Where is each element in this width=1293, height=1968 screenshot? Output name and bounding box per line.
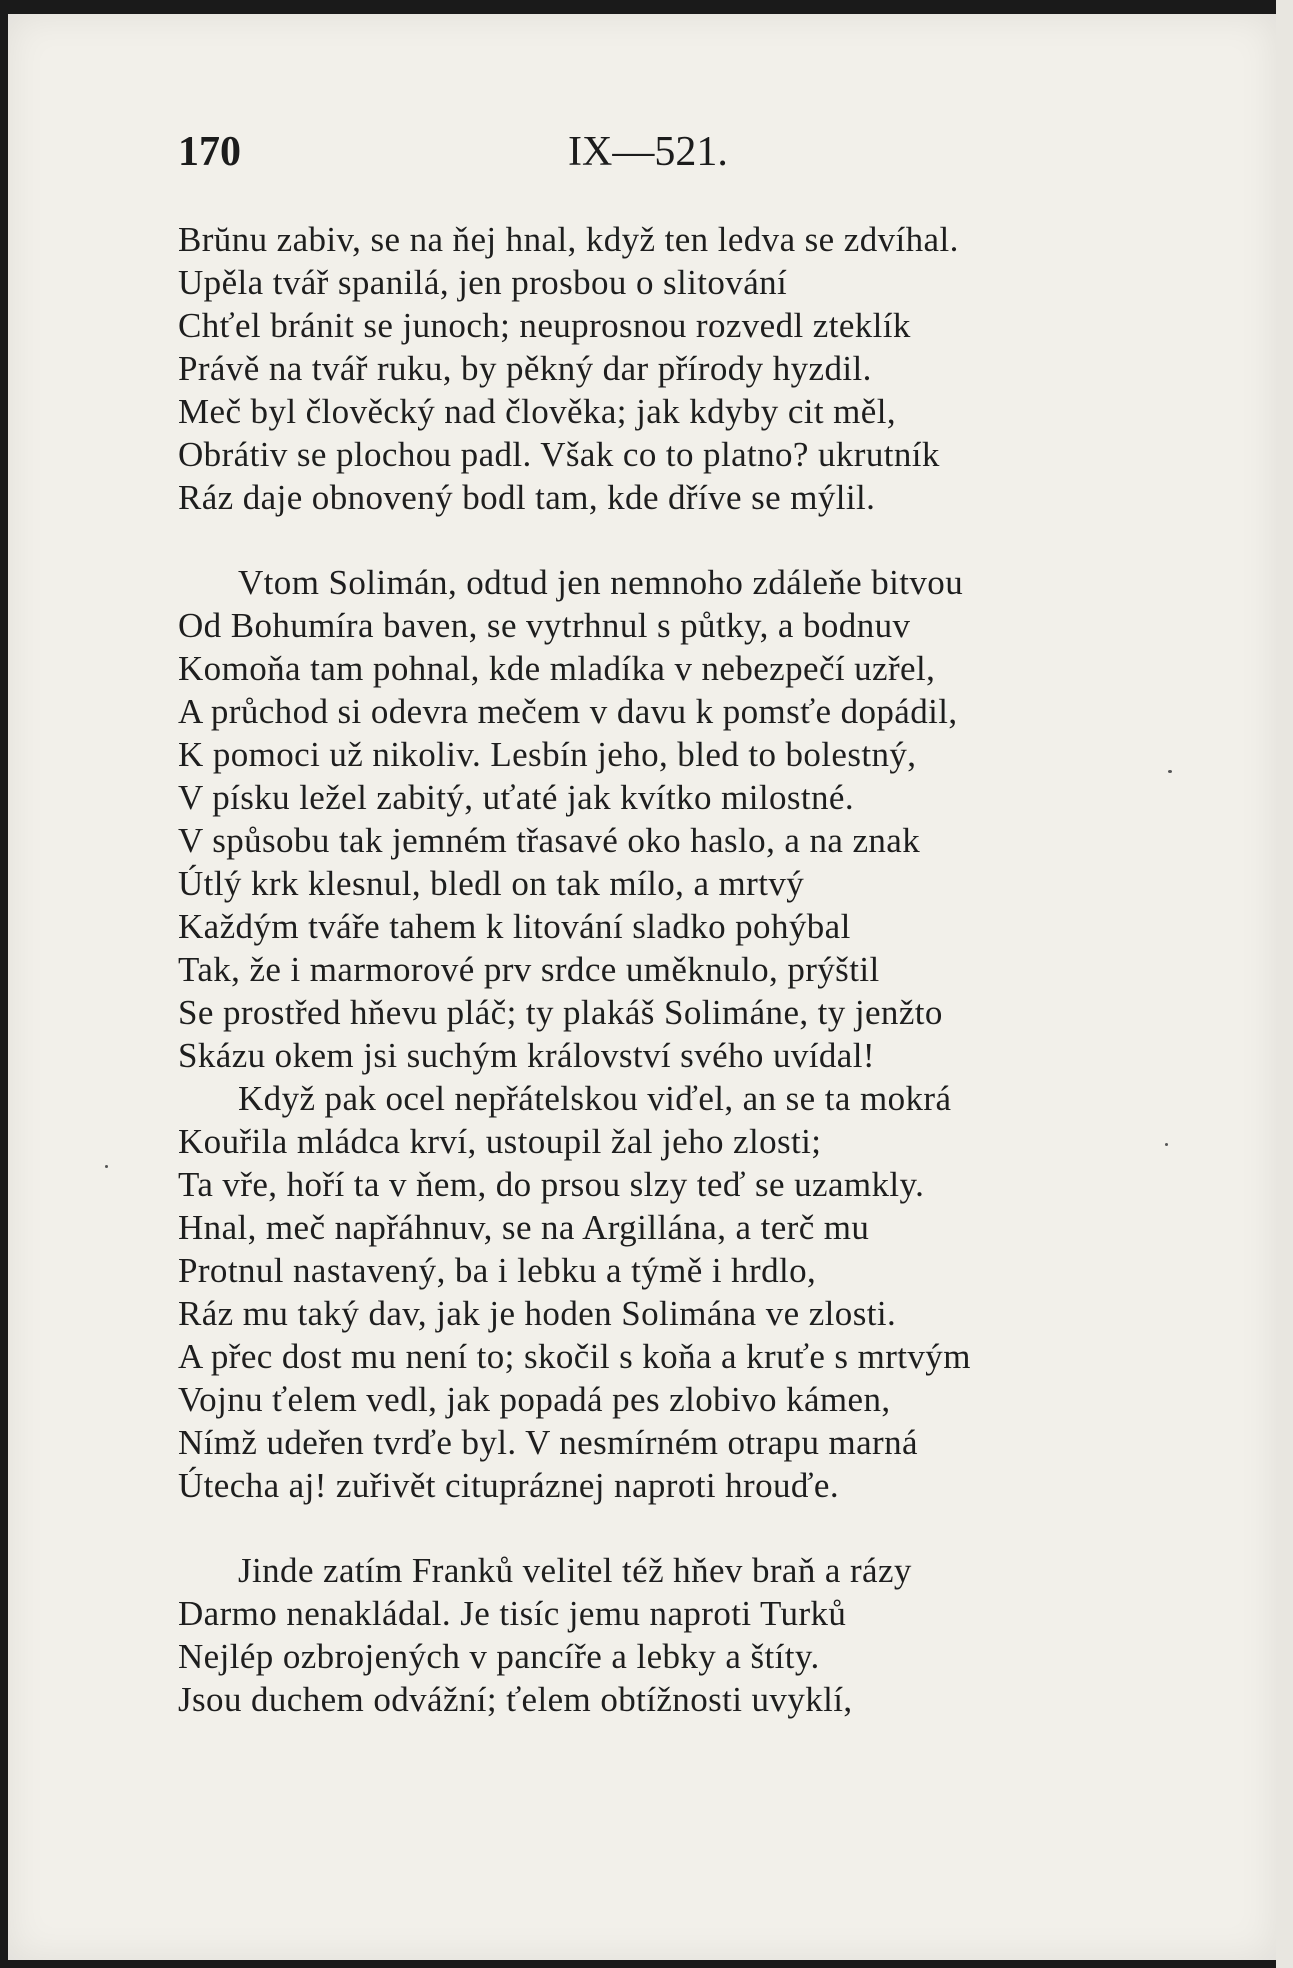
verse-line: Útlý krk klesnul, bledl on tak mílo, a mrtvý: [178, 864, 805, 903]
verse-line: Hnal, meč napřáhnuv, se na Argillána, a terč mu: [178, 1208, 870, 1247]
verse-line: Jinde zatím Franků velitel též hňev braň a rázy: [238, 1551, 912, 1590]
stanza: [178, 218, 1158, 519]
poem-text: [178, 218, 1158, 1721]
verse-line: Každým tváře tahem k litování sladko pohýbal: [178, 907, 851, 946]
verse-line: Obrátiv se plochou padl. Však co to platno? ukrutník: [178, 435, 940, 474]
verse-line: Ráz daje obnovený bodl tam, kde dříve se mýlil.: [178, 478, 876, 517]
verse-line: Jsou duchem odvážní; ťelem obtížnosti uvyklí,: [178, 1680, 853, 1719]
stanza: [178, 1549, 1158, 1721]
verse-line: Ráz mu taký dav, jak je hoden Solimána ve zlosti.: [178, 1294, 897, 1333]
stanza: [178, 561, 1158, 1507]
verse-line: Od Bohumíra baven, se vytrhnul s půtky, a bodnuv: [178, 606, 911, 645]
verse-line: Se prostřed hňevu pláč; ty plakáš Solimáne, ty jenžto: [178, 993, 943, 1032]
verse-line: Protnul nastavený, ba i lebku a týmě i hrdlo,: [178, 1251, 817, 1290]
verse-line: V písku ležel zabitý, uťaté jak kvítko milostné.: [178, 778, 855, 817]
verse-line: Kouřila mládca krví, ustoupil žal jeho zlosti;: [178, 1122, 822, 1161]
verse-line: Skázu okem jsi suchým království svého uvídal!: [178, 1036, 875, 1075]
verse-line: A průchod si odevra mečem v davu k pomsťe dopádil,: [178, 692, 958, 731]
scan-speck: [1168, 770, 1172, 773]
verse-line: Ta vře, hoří ta v ňem, do prsou slzy teď se uzamkly.: [178, 1165, 925, 1204]
scan-speck: [105, 1165, 108, 1168]
verse-line: Nejlép ozbrojených v pancíře a lebky a štíty.: [178, 1637, 820, 1676]
verse-line: Chťel bránit se junoch; neuprosnou rozvedl zteklík: [178, 306, 911, 345]
verse-line: Tak, že i marmorové prv srdce uměknulo, prýštil: [178, 950, 880, 989]
verse-line: Právě na tvář ruku, by pěkný dar přírody hyzdil.: [178, 349, 872, 388]
scan-speck: [1165, 1143, 1168, 1146]
verse-line: Meč byl člověcký nad člověka; jak kdyby cit měl,: [178, 392, 897, 431]
verse-line: Komoňa tam pohnal, kde mladíka v nebezpečí uzřel,: [178, 649, 936, 688]
verse-line: V spůsobu tak jemném třasavé oko haslo, a na znak: [178, 821, 921, 860]
page-header: [178, 128, 1058, 178]
verse-line: K pomoci už nikoliv. Lesbín jeho, bled to bolestný,: [178, 735, 917, 774]
verse-line: A přec dost mu není to; skočil s koňa a kruťe s mrtvým: [178, 1337, 971, 1376]
scan-edge: [1276, 0, 1293, 1968]
verse-line: Když pak ocel nepřátelskou viďel, an se ta mokrá: [238, 1079, 952, 1118]
verse-line: Brŭnu zabiv, se na ňej hnal, když ten ledva se zdvíhal.: [178, 220, 959, 259]
signature-mark: IX—521.: [568, 129, 728, 175]
page-number: 170: [178, 129, 241, 175]
verse-line: Darmo nenakládal. Je tisíc jemu naproti Turků: [178, 1594, 847, 1633]
verse-line: Nímž udeřen tvrďe byl. V nesmírném otrapu marná: [178, 1423, 918, 1462]
verse-line: Vojnu ťelem vedl, jak popadá pes zlobivo kámen,: [178, 1380, 891, 1419]
verse-line: Upěla tvář spanilá, jen prosbou o slitování: [178, 263, 788, 302]
verse-line: Vtom Solimán, odtud jen nemnoho zdáleňe bitvou: [238, 563, 964, 602]
verse-line: Útecha aj! zuřivět citupráznej naproti hrouďe.: [178, 1466, 840, 1505]
